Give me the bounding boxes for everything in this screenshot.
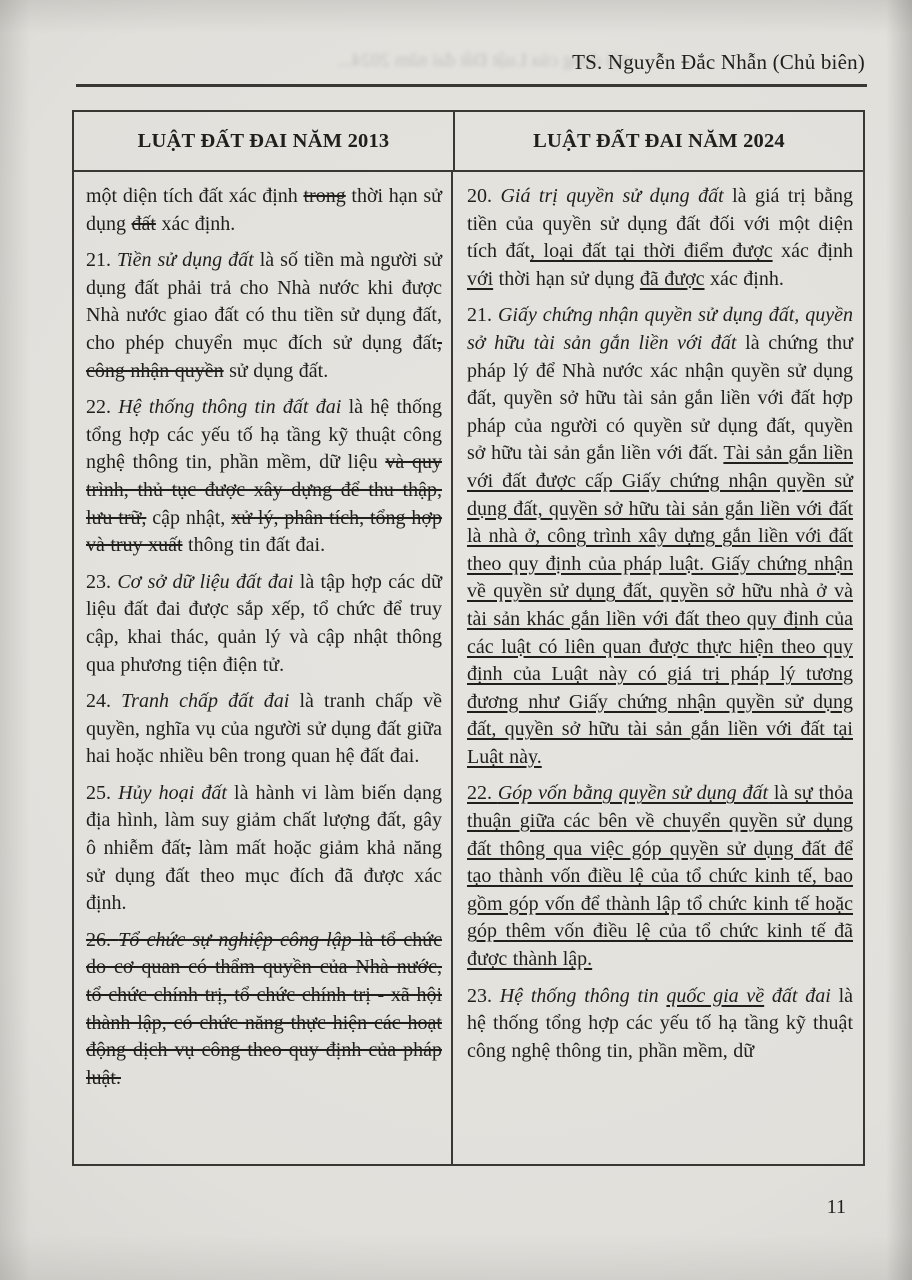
table-paragraph: 21. Giấy chứng nhận quyền sử dụng đất, quyền sở hữu tài sản gắn liền với đất là chứng thư pháp lý để Nhà nước xác nhận quyền sử dụng đất, quyền sở hữu tài sản gắn liền với đất hợp pháp của người có quyền sử dụng đất, quyền sở hữu tài sản gắn liền với đất. Tài sản gắn liền với đất được cấp Giấy chứng nhận quyền sử dụng đất, quyền sở hữu tài sản gắn liền với đất là nhà ở, công trình xây dựng gắn liền với đất theo quy định của pháp luật. Giấy chứng nhận về quyền sử dụng đất, quyền sở hữu nhà ở và tài sản khác gắn liền với đất theo quy định của các luật có liên quan được thực hiện theo quy định của Luật này có giá trị pháp lý tương đương như Giấy chứng nhận quyền sử dụng đất, quyền sở hữu tài sản gắn liền với đất tại Luật này. (467, 304, 854, 768)
comparison-table (72, 110, 865, 1166)
column-header-2013: LUẬT ĐẤT ĐAI NĂM 2013 (137, 129, 390, 152)
column-2013-content (74, 172, 453, 1164)
table-paragraph: 21. Tiền sử dụng đất là số tiền mà người sử dụng đất phải trả cho Nhà nước khi được Nhà nước giao đất có thu tiền sử dụng đất, cho phép chuyển mục đích sử dụng đất, công nhận quyền sử dụng đất. (86, 249, 442, 382)
table-paragraph: 24. Tranh chấp đất đai là tranh chấp về quyền, nghĩa vụ của người sử dụng đất giữa hai hoặc nhiều bên trong quan hệ đất đai. (86, 690, 443, 768)
table-paragraph: 23. Cơ sở dữ liệu đất đai là tập hợp các dữ liệu đất đai được sắp xếp, tổ chức để truy cập, khai thác, quản lý và cập nhật thông qua phương tiện điện tử. (86, 570, 443, 676)
bleed-through-text: nội dung của Luật Đất đai năm 2024... (337, 50, 630, 71)
table-paragraph: 23. Hệ thống thông tin quốc gia về đất đai là hệ thống tổng hợp các yếu tố hạ tầng kỹ thuật công nghệ thông tin, phần mềm, dữ (467, 984, 854, 1062)
header-rule (76, 84, 867, 87)
table-paragraph: 20. Giá trị quyền sử dụng đất là giá trị bằng tiền của quyền sử dụng đất đối với một diện tích đất, loại đất tại thời điểm được xác định với thời hạn sử dụng đã được xác định. (467, 185, 853, 290)
table-paragraph: 22. Góp vốn bằng quyền sử dụng đất là sự thỏa thuận giữa các bên về chuyển quyền sử dụng đất thông qua việc góp quyền sử dụng đất để tạo thành vốn điều lệ của tổ chức kinh tế, bao gồm góp vốn để thành lập tổ chức kinh tế hoặc góp thêm vốn điều lệ của tổ chức kinh tế đã được thành lập. (467, 782, 854, 971)
column-header-2024: LUẬT ĐẤT ĐAI NĂM 2024 (453, 112, 863, 170)
table-paragraph: 25. Hủy hoại đất là hành vi làm biến dạng địa hình, làm suy giảm chất lượng đất, gây ô nhiễm đất, làm mất hoặc giảm khả năng sử dụng đất theo mục đích đã được xác định. (86, 781, 443, 915)
column-2024-content (453, 172, 863, 1164)
running-header-author: TS. Nguyễn Đắc Nhẫn (Chủ biên) (572, 50, 865, 74)
table-header-row (74, 112, 863, 172)
table-paragraph: 22. Hệ thống thông tin đất đai là hệ thống tổng hợp các yếu tố hạ tầng kỹ thuật công nghệ thông tin, phần mềm, dữ liệu và quy trình, thủ tục được xây dựng để thu thập, lưu trữ, cập nhật, xử lý, phân tích, tổng hợp và truy xuất thông tin đất đai. (86, 396, 443, 557)
table-paragraph: một diện tích đất xác định trong thời hạn sử dụng đất xác định. (86, 185, 442, 235)
table-body (74, 172, 863, 1164)
page-number: 11 (826, 1196, 846, 1218)
table-paragraph: 26. Tổ chức sự nghiệp công lập là tổ chức do cơ quan có thẩm quyền của Nhà nước, tổ chức chính trị, tổ chức chính trị - xã hội thành lập, có chức năng thực hiện các hoạt động dịch vụ công theo quy định của pháp luật. (86, 928, 443, 1089)
